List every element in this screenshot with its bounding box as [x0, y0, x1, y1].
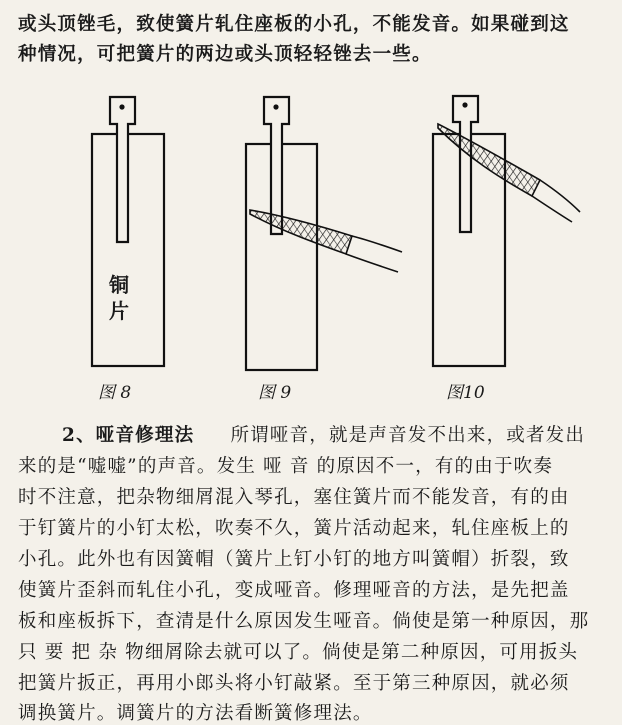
section-line-7: 只 要 把 杂 物细屑除去就可以了。倘使是第二种原因，可用扳头 [18, 642, 579, 663]
section-line-5: 使簧片歪斜而轧住小孔，变成哑音。修理哑音的方法，是先把盖 [18, 580, 570, 601]
section-line-1: 来的是“嘘嘘”的声音。发生 哑 音 的原因不一，有的由于吹奏 [18, 456, 554, 477]
intro-line-2: 种情况，可把簧片的两边或头顶轻轻锉去一些。 [18, 44, 432, 65]
section-line-3: 于钉簧片的小钉太松，吹奏不久，簧片活动起来，轧住座板上的 [18, 518, 570, 539]
section-line-4: 小孔。此外也有因簧帽（簧片上钉小钉的地方叫簧帽）折裂，致 [18, 549, 570, 570]
figure-8-label-line-1: 铜 [109, 273, 129, 297]
section-line-0: 所谓哑音，就是声音发不出来，或者发出 [230, 425, 586, 446]
section-line-2: 时不注意，把杂物细屑混入琴孔，塞住簧片而不能发音，有的由 [18, 487, 570, 508]
figure-8-label [104, 272, 134, 324]
figure-8-caption: 图 8 [98, 383, 132, 403]
figure-9-caption: 图 9 [258, 383, 292, 403]
section-first-line [62, 421, 585, 447]
figures-illustration [0, 88, 622, 408]
section-heading: 2、哑音修理法 [62, 425, 195, 446]
section-line-9: 调换簧片。调簧片的方法看断簧修理法。 [18, 703, 373, 724]
figure-9-file-tool [250, 210, 402, 272]
figure-8-reed [92, 97, 164, 366]
section-line-6: 板和座板拆下，查清是什么原因发生哑音。倘使是第一种原因，那 [18, 611, 590, 632]
figure-8-label-line-2: 片 [109, 299, 129, 323]
figure-10-reed [433, 96, 505, 366]
section-line-8: 把簧片扳正，再用小郎头将小钉敲紧。至于第三种原因，就必须 [18, 673, 570, 694]
intro-line-1: 或头顶锉毛，致使簧片轧住座板的小孔，不能发音。如果碰到这 [18, 14, 570, 35]
figure-10-caption: 图10 [446, 383, 485, 403]
